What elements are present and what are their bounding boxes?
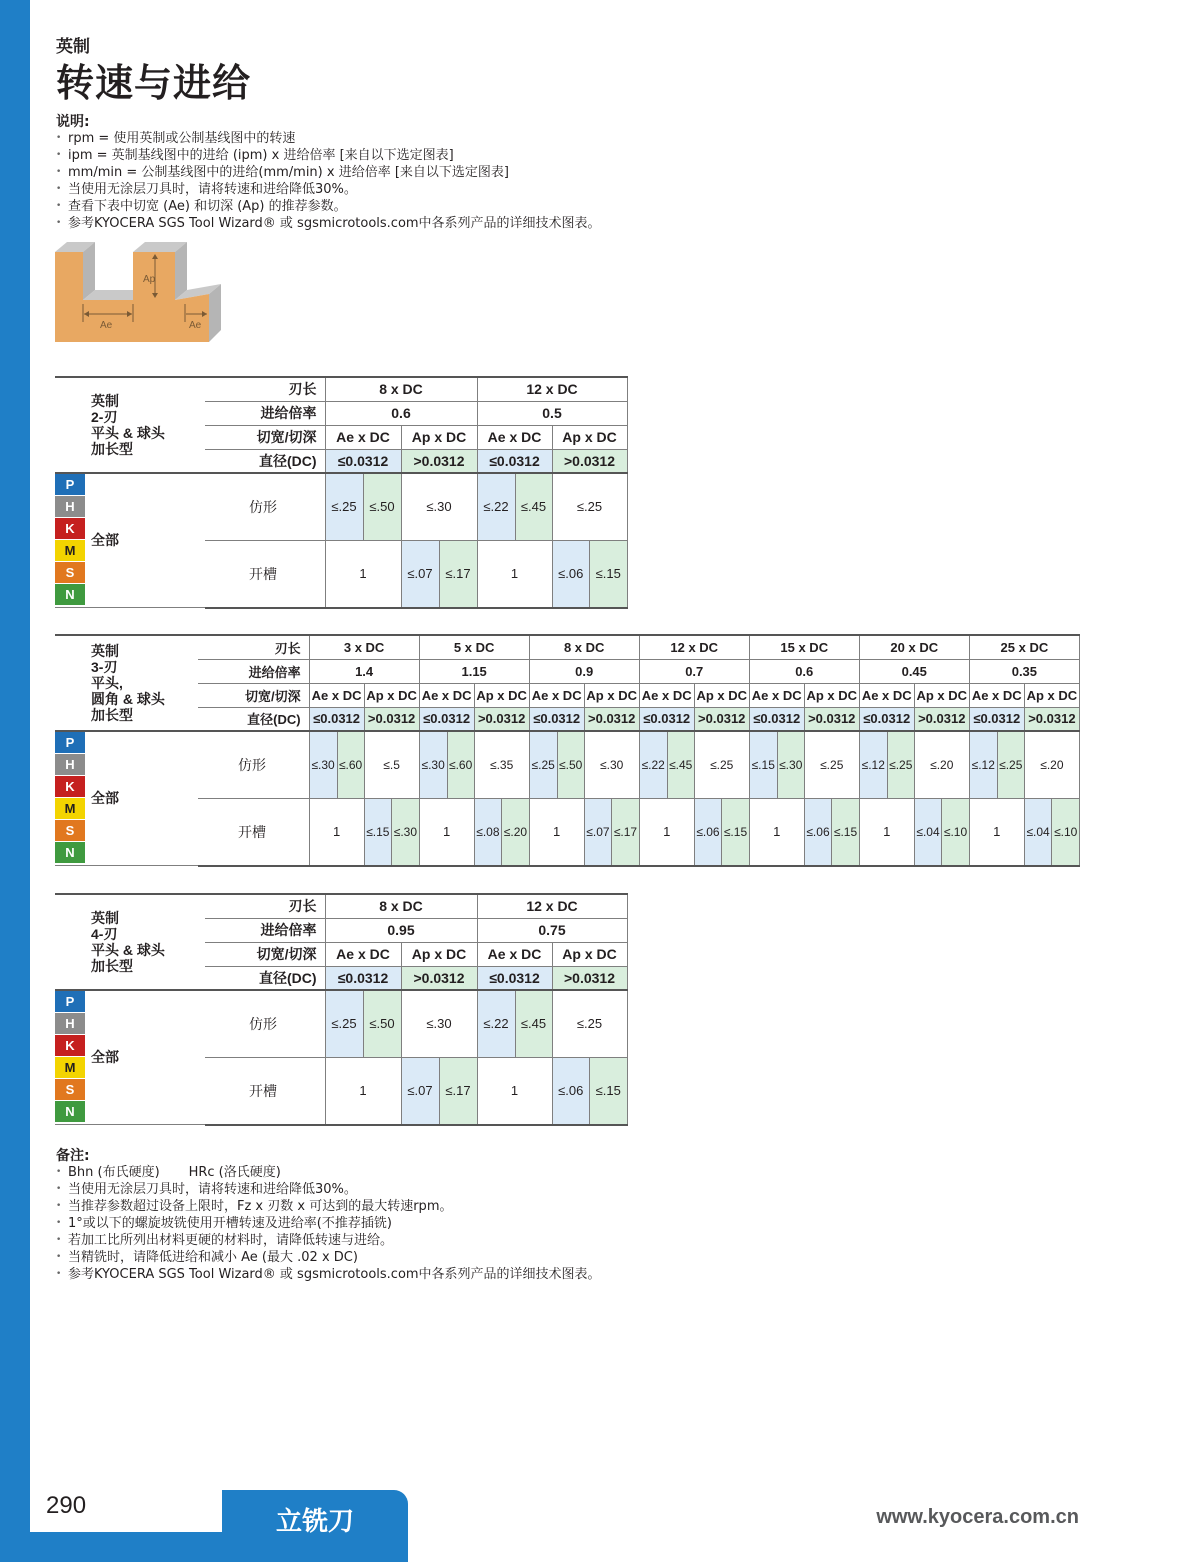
cell: 1 — [419, 798, 474, 866]
material-all-label: 全部 — [91, 532, 119, 548]
cell: ≤.15 — [590, 1058, 627, 1124]
ae-header: Ae x DC — [477, 942, 552, 966]
diameter-ap: >0.0312 — [364, 707, 419, 731]
length-value: 8 x DC — [325, 377, 477, 401]
feed-value: 0.6 — [325, 401, 477, 425]
feed-value: 1.15 — [419, 659, 529, 683]
feed-value: 0.95 — [325, 918, 477, 942]
cell: ≤.22 — [477, 990, 515, 1057]
ae-header: Ae x DC — [859, 683, 914, 707]
diameter-label: 直径(DC) — [205, 966, 325, 990]
diameter-ap: >0.0312 — [552, 966, 627, 990]
cell: ≤.45 — [515, 990, 552, 1057]
cell: ≤.25 — [804, 731, 859, 798]
feed-label: 进给倍率 — [198, 659, 309, 683]
cell: ≤.22 — [639, 731, 667, 798]
length-value: 12 x DC — [639, 635, 749, 659]
cell: ≤.17 — [612, 799, 639, 865]
cell: ≤.06 — [695, 799, 723, 865]
page-number: 290 — [46, 1492, 87, 1519]
cell: 1 — [477, 1057, 552, 1125]
cell: ≤.35 — [474, 731, 529, 798]
diameter-ap: >0.0312 — [584, 707, 639, 731]
length-value: 8 x DC — [325, 894, 477, 918]
material-h: H — [55, 1013, 85, 1035]
remark-item: • 若加工比所列出材料更硬的材料时，请降低转速与进给。 — [56, 1232, 601, 1249]
cell: 1 — [969, 798, 1024, 866]
legend-item: • rpm = 使用英制或公制基线图中的转速 — [56, 130, 601, 147]
diameter-ap: >0.0312 — [1024, 707, 1079, 731]
footer-right-area — [408, 1490, 1200, 1562]
cut-label: 切宽/切深 — [205, 942, 325, 966]
cell: ≤.15 — [365, 799, 393, 865]
diameter-ap: >0.0312 — [401, 966, 477, 990]
diameter-ae: ≤0.0312 — [419, 707, 474, 731]
cell: ≤.10 — [942, 799, 969, 865]
diameter-ae: ≤0.0312 — [529, 707, 584, 731]
legend-item: • 当使用无涂层刀具时，请将转速和进给降低30%。 — [56, 181, 601, 198]
material-p: P — [55, 474, 85, 496]
ae-header: Ae x DC — [309, 683, 364, 707]
cell: ≤.25 — [325, 990, 363, 1057]
page-kicker: 英制 — [56, 37, 90, 57]
material-n: N — [55, 842, 85, 864]
diameter-ae: ≤0.0312 — [325, 966, 401, 990]
ae-header: Ae x DC — [477, 425, 552, 449]
slot-split-cell — [914, 798, 969, 866]
profile-label: 仿形 — [205, 473, 325, 540]
cut-label: 切宽/切深 — [198, 683, 309, 707]
cell: ≤.30 — [401, 473, 477, 540]
cell: ≤.15 — [590, 541, 627, 607]
ae-header: Ae x DC — [639, 683, 694, 707]
ap-header: Ap x DC — [364, 683, 419, 707]
material-all-label: 全部 — [91, 790, 119, 806]
cell: ≤.07 — [585, 799, 613, 865]
material-groups — [55, 990, 205, 1125]
cell: ≤.12 — [969, 731, 997, 798]
section-tab: 立铣刀 — [222, 1490, 408, 1562]
diameter-ap: >0.0312 — [474, 707, 529, 731]
cell: ≤.15 — [749, 731, 777, 798]
feed-value: 0.45 — [859, 659, 969, 683]
slot-split-cell — [804, 798, 859, 866]
cell: 1 — [477, 540, 552, 608]
ae-header: Ae x DC — [325, 425, 401, 449]
cell: ≤.20 — [1024, 731, 1079, 798]
slot-label: 开槽 — [205, 1057, 325, 1125]
diameter-ae: ≤0.0312 — [309, 707, 364, 731]
ae-header: Ae x DC — [749, 683, 804, 707]
cell: ≤.30 — [401, 990, 477, 1057]
cell: ≤.25 — [694, 731, 749, 798]
remark-item: • 参考KYOCERA SGS Tool Wizard® 或 sgsmicrotools.com中各系列产品的详细技术图表。 — [56, 1266, 601, 1283]
material-groups — [55, 731, 198, 866]
cell: ≤.50 — [363, 473, 401, 540]
cell: 1 — [325, 1057, 401, 1125]
cell: 1 — [749, 798, 804, 866]
length-value: 8 x DC — [529, 635, 639, 659]
ap-header: Ap x DC — [804, 683, 859, 707]
cell: ≤.04 — [1025, 799, 1053, 865]
feed-value: 0.9 — [529, 659, 639, 683]
slot-split-cell — [694, 798, 749, 866]
ap-header: Ap x DC — [694, 683, 749, 707]
cell: ≤.45 — [667, 731, 694, 798]
material-h: H — [55, 496, 85, 518]
ae-header: Ae x DC — [419, 683, 474, 707]
spec-table-2-flute — [55, 376, 628, 609]
ae-header: Ae x DC — [529, 683, 584, 707]
cell: ≤.25 — [325, 473, 363, 540]
material-k: K — [55, 776, 85, 798]
left-brand-bar — [0, 0, 30, 1562]
ap-header: Ap x DC — [401, 942, 477, 966]
cell: ≤.07 — [402, 541, 440, 607]
feed-value: 0.7 — [639, 659, 749, 683]
cell: ≤.45 — [515, 473, 552, 540]
website-url: www.kyocera.com.cn — [876, 1506, 1079, 1528]
cell: ≤.30 — [777, 731, 804, 798]
cell: ≤.30 — [392, 799, 419, 865]
ap-header: Ap x DC — [474, 683, 529, 707]
cell: ≤.06 — [553, 541, 591, 607]
diameter-ae: ≤0.0312 — [749, 707, 804, 731]
table-title: 英制 4-刃 平头 & 球头 加长型 — [55, 894, 205, 990]
length-value: 3 x DC — [309, 635, 419, 659]
ap-header: Ap x DC — [401, 425, 477, 449]
cell: ≤.25 — [887, 731, 914, 798]
profile-label: 仿形 — [198, 731, 309, 798]
legend-item: • ipm = 英制基线图中的进给 (ipm) x 进给倍率 [来自以下选定图表] — [56, 147, 601, 164]
cell: ≤.30 — [584, 731, 639, 798]
material-k: K — [55, 1035, 85, 1057]
slot-split-cell — [474, 798, 529, 866]
diameter-ae: ≤0.0312 — [639, 707, 694, 731]
ap-header: Ap x DC — [552, 425, 627, 449]
ae-header: Ae x DC — [969, 683, 1024, 707]
spec-table-3-flute — [55, 634, 1080, 867]
feed-value: 1.4 — [309, 659, 419, 683]
cell: ≤.25 — [552, 473, 627, 540]
table-title: 英制 2-刃 平头 & 球头 加长型 — [55, 377, 205, 473]
slot-label: 开槽 — [205, 540, 325, 608]
remarks-heading: 备注: — [56, 1148, 90, 1164]
ap-label: Ap — [143, 274, 156, 285]
material-k: K — [55, 518, 85, 540]
page-title: 转速与进给 — [56, 61, 252, 105]
cell: ≤.20 — [502, 799, 529, 865]
cell: ≤.30 — [419, 731, 447, 798]
feed-value: 0.35 — [969, 659, 1079, 683]
material-s: S — [55, 820, 85, 842]
slot-split-cell — [584, 798, 639, 866]
feed-label: 进给倍率 — [205, 918, 325, 942]
diameter-ae: ≤0.0312 — [477, 449, 552, 473]
diameter-ae: ≤0.0312 — [859, 707, 914, 731]
remark-item: • 当推荐参数超过设备上限时，Fz x 刃数 x 可达到的最大转速rpm。 — [56, 1198, 601, 1215]
material-s: S — [55, 1079, 85, 1101]
length-value: 12 x DC — [477, 377, 627, 401]
diameter-ap: >0.0312 — [914, 707, 969, 731]
ae-header: Ae x DC — [325, 942, 401, 966]
profile-label: 仿形 — [205, 990, 325, 1057]
cell: ≤.60 — [337, 731, 364, 798]
diameter-ae: ≤0.0312 — [325, 449, 401, 473]
material-n: N — [55, 1101, 85, 1123]
cell: ≤.07 — [402, 1058, 440, 1124]
cell: ≤.20 — [914, 731, 969, 798]
legend-notes — [56, 114, 601, 232]
cell: ≤.25 — [997, 731, 1024, 798]
diameter-ap: >0.0312 — [552, 449, 627, 473]
cell: ≤.22 — [477, 473, 515, 540]
ae-label: Ae — [189, 320, 202, 331]
cut-label: 切宽/切深 — [205, 425, 325, 449]
slot-split-cell — [1024, 798, 1079, 866]
material-all-label: 全部 — [91, 1049, 119, 1065]
spec-table-4-flute — [55, 893, 628, 1126]
length-label: 刃长 — [198, 635, 309, 659]
material-p: P — [55, 732, 85, 754]
cell: ≤.30 — [309, 731, 337, 798]
diameter-ap: >0.0312 — [804, 707, 859, 731]
material-m: M — [55, 1057, 85, 1079]
cell: ≤.17 — [440, 541, 477, 607]
ap-header: Ap x DC — [552, 942, 627, 966]
material-m: M — [55, 540, 85, 562]
cell: 1 — [309, 798, 364, 866]
ap-header: Ap x DC — [1024, 683, 1079, 707]
cell: ≤.10 — [1052, 799, 1079, 865]
cell: 1 — [639, 798, 694, 866]
cell: ≤.04 — [915, 799, 943, 865]
material-n: N — [55, 584, 85, 606]
material-s: S — [55, 562, 85, 584]
slot-label: 开槽 — [198, 798, 309, 866]
cell: 1 — [859, 798, 914, 866]
cell: ≤.12 — [859, 731, 887, 798]
diameter-ae: ≤0.0312 — [969, 707, 1024, 731]
table-title: 英制 3-刃 平头, 圆角 & 球头 加长型 — [55, 635, 198, 731]
cell: ≤.50 — [557, 731, 584, 798]
cell: ≤.50 — [363, 990, 401, 1057]
legend-item: • 查看下表中切宽 (Ae) 和切深 (Ap) 的推荐参数。 — [56, 198, 601, 215]
material-p: P — [55, 991, 85, 1013]
ae-ap-diagram — [55, 242, 225, 344]
slot-split-cell — [364, 798, 419, 866]
ap-header: Ap x DC — [914, 683, 969, 707]
material-m: M — [55, 798, 85, 820]
remark-item: • 1°或以下的螺旋坡铣使用开槽转速及进给率(不推荐插铣) — [56, 1215, 601, 1232]
remark-item: • 当使用无涂层刀具时，请将转速和进给降低30%。 — [56, 1181, 601, 1198]
length-label: 刃长 — [205, 894, 325, 918]
remark-item: • Bhn (布氏硬度) HRc (洛氏硬度) — [56, 1164, 601, 1181]
feed-value: 0.5 — [477, 401, 627, 425]
cell: ≤.06 — [553, 1058, 591, 1124]
diameter-ap: >0.0312 — [401, 449, 477, 473]
cell: ≤.5 — [364, 731, 419, 798]
cell: ≤.25 — [529, 731, 557, 798]
diameter-ae: ≤0.0312 — [477, 966, 552, 990]
diameter-label: 直径(DC) — [205, 449, 325, 473]
cell: 1 — [529, 798, 584, 866]
cell: ≤.25 — [552, 990, 627, 1057]
cell: 1 — [325, 540, 401, 608]
cell: ≤.06 — [805, 799, 833, 865]
legend-item: • mm/min = 公制基线图中的进给(mm/min) x 进给倍率 [来自以下选定图表] — [56, 164, 601, 181]
length-value: 5 x DC — [419, 635, 529, 659]
cell: ≤.15 — [722, 799, 749, 865]
material-groups — [55, 473, 205, 608]
material-h: H — [55, 754, 85, 776]
length-label: 刃长 — [205, 377, 325, 401]
ap-header: Ap x DC — [584, 683, 639, 707]
legend-item: • 参考KYOCERA SGS Tool Wizard® 或 sgsmicrotools.com中各系列产品的详细技术图表。 — [56, 215, 601, 232]
cell: ≤.15 — [832, 799, 859, 865]
length-value: 25 x DC — [969, 635, 1079, 659]
legend-heading: 说明: — [56, 114, 90, 130]
feed-label: 进给倍率 — [205, 401, 325, 425]
ae-label: Ae — [100, 320, 113, 331]
cell: ≤.08 — [475, 799, 503, 865]
cell: ≤.17 — [440, 1058, 477, 1124]
length-value: 12 x DC — [477, 894, 627, 918]
length-value: 15 x DC — [749, 635, 859, 659]
feed-value: 0.6 — [749, 659, 859, 683]
remark-item: • 当精铣时，请降低进给和减小 Ae (最大 .02 x DC) — [56, 1249, 601, 1266]
cell: ≤.60 — [447, 731, 474, 798]
feed-value: 0.75 — [477, 918, 627, 942]
remarks-notes — [56, 1148, 601, 1283]
diameter-label: 直径(DC) — [198, 707, 309, 731]
diameter-ap: >0.0312 — [694, 707, 749, 731]
length-value: 20 x DC — [859, 635, 969, 659]
